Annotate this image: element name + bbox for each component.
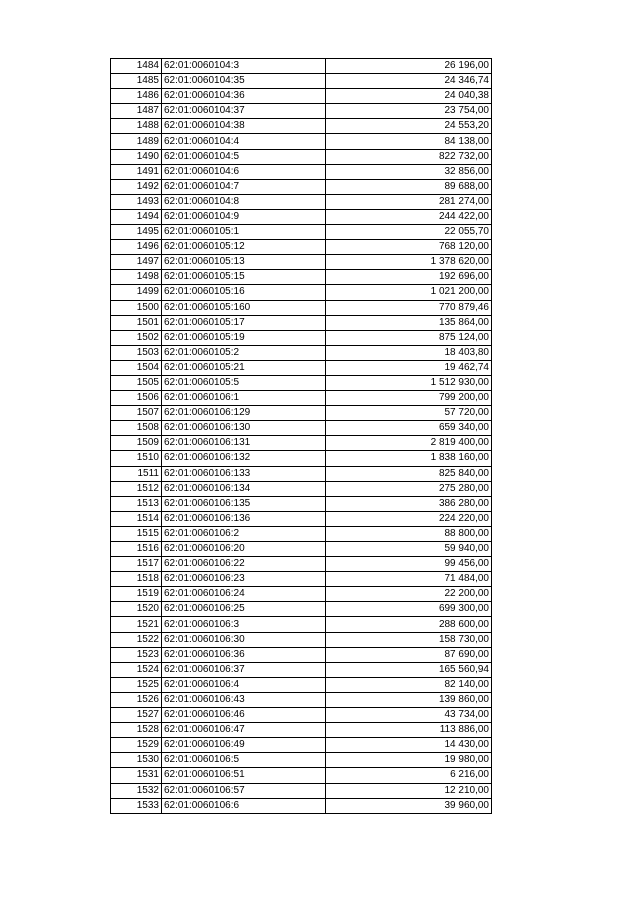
value-cell: 22 200,00 bbox=[326, 587, 492, 602]
row-number-cell: 1502 bbox=[111, 330, 162, 345]
row-number-cell: 1493 bbox=[111, 194, 162, 209]
value-cell: 1 021 200,00 bbox=[326, 285, 492, 300]
row-number-cell: 1522 bbox=[111, 632, 162, 647]
value-cell: 23 754,00 bbox=[326, 104, 492, 119]
value-cell: 875 124,00 bbox=[326, 330, 492, 345]
cadastral-number-cell: 62:01:0060106:47 bbox=[162, 723, 326, 738]
cadastral-number-cell: 62:01:0060106:131 bbox=[162, 436, 326, 451]
row-number-cell: 1530 bbox=[111, 753, 162, 768]
cadastral-number-cell: 62:01:0060105:15 bbox=[162, 270, 326, 285]
table-row bbox=[111, 677, 492, 692]
table-row bbox=[111, 285, 492, 300]
row-number-cell: 1499 bbox=[111, 285, 162, 300]
row-number-cell: 1521 bbox=[111, 617, 162, 632]
table-row bbox=[111, 345, 492, 360]
table-row bbox=[111, 375, 492, 390]
table-row bbox=[111, 225, 492, 240]
cadastral-number-cell: 62:01:0060106:30 bbox=[162, 632, 326, 647]
value-cell: 135 864,00 bbox=[326, 315, 492, 330]
value-cell: 192 696,00 bbox=[326, 270, 492, 285]
row-number-cell: 1501 bbox=[111, 315, 162, 330]
value-cell: 770 879,46 bbox=[326, 300, 492, 315]
cadastral-number-cell: 62:01:0060106:5 bbox=[162, 753, 326, 768]
row-number-cell: 1507 bbox=[111, 406, 162, 421]
row-number-cell: 1487 bbox=[111, 104, 162, 119]
cadastral-number-cell: 62:01:0060105:12 bbox=[162, 240, 326, 255]
cadastral-number-cell: 62:01:0060106:51 bbox=[162, 768, 326, 783]
row-number-cell: 1496 bbox=[111, 240, 162, 255]
cadastral-number-cell: 62:01:0060106:133 bbox=[162, 466, 326, 481]
value-cell: 288 600,00 bbox=[326, 617, 492, 632]
value-cell: 87 690,00 bbox=[326, 647, 492, 662]
table-row bbox=[111, 451, 492, 466]
cadastral-number-cell: 62:01:0060104:37 bbox=[162, 104, 326, 119]
value-cell: 14 430,00 bbox=[326, 738, 492, 753]
row-number-cell: 1484 bbox=[111, 59, 162, 74]
cadastral-number-cell: 62:01:0060105:5 bbox=[162, 375, 326, 390]
cadastral-number-cell: 62:01:0060106:49 bbox=[162, 738, 326, 753]
value-cell: 768 120,00 bbox=[326, 240, 492, 255]
value-cell: 89 688,00 bbox=[326, 179, 492, 194]
row-number-cell: 1504 bbox=[111, 360, 162, 375]
value-cell: 1 378 620,00 bbox=[326, 255, 492, 270]
value-cell: 275 280,00 bbox=[326, 481, 492, 496]
table-row bbox=[111, 315, 492, 330]
cadastral-value-table bbox=[110, 58, 492, 814]
table-row bbox=[111, 104, 492, 119]
row-number-cell: 1525 bbox=[111, 677, 162, 692]
row-number-cell: 1503 bbox=[111, 345, 162, 360]
cadastral-number-cell: 62:01:0060105:1 bbox=[162, 225, 326, 240]
cadastral-number-cell: 62:01:0060106:23 bbox=[162, 572, 326, 587]
table-row bbox=[111, 194, 492, 209]
value-cell: 2 819 400,00 bbox=[326, 436, 492, 451]
value-cell: 39 960,00 bbox=[326, 798, 492, 813]
value-cell: 24 553,20 bbox=[326, 119, 492, 134]
row-number-cell: 1506 bbox=[111, 391, 162, 406]
cadastral-number-cell: 62:01:0060106:57 bbox=[162, 783, 326, 798]
row-number-cell: 1529 bbox=[111, 738, 162, 753]
table-row bbox=[111, 89, 492, 104]
cadastral-number-cell: 62:01:0060104:8 bbox=[162, 194, 326, 209]
row-number-cell: 1500 bbox=[111, 300, 162, 315]
table-row bbox=[111, 738, 492, 753]
table-row bbox=[111, 164, 492, 179]
value-cell: 57 720,00 bbox=[326, 406, 492, 421]
cadastral-number-cell: 62:01:0060106:20 bbox=[162, 542, 326, 557]
value-cell: 82 140,00 bbox=[326, 677, 492, 692]
value-cell: 244 422,00 bbox=[326, 209, 492, 224]
value-cell: 84 138,00 bbox=[326, 134, 492, 149]
table-row bbox=[111, 300, 492, 315]
table-body bbox=[111, 59, 492, 814]
table-row bbox=[111, 511, 492, 526]
cadastral-number-cell: 62:01:0060104:38 bbox=[162, 119, 326, 134]
table-row bbox=[111, 692, 492, 707]
cadastral-number-cell: 62:01:0060104:6 bbox=[162, 164, 326, 179]
value-cell: 224 220,00 bbox=[326, 511, 492, 526]
value-cell: 113 886,00 bbox=[326, 723, 492, 738]
cadastral-number-cell: 62:01:0060106:134 bbox=[162, 481, 326, 496]
value-cell: 19 980,00 bbox=[326, 753, 492, 768]
row-number-cell: 1485 bbox=[111, 74, 162, 89]
table-row bbox=[111, 708, 492, 723]
cadastral-number-cell: 62:01:0060106:2 bbox=[162, 526, 326, 541]
table-row bbox=[111, 768, 492, 783]
row-number-cell: 1508 bbox=[111, 421, 162, 436]
row-number-cell: 1514 bbox=[111, 511, 162, 526]
row-number-cell: 1517 bbox=[111, 557, 162, 572]
row-number-cell: 1526 bbox=[111, 692, 162, 707]
table-row bbox=[111, 647, 492, 662]
cadastral-number-cell: 62:01:0060105:21 bbox=[162, 360, 326, 375]
value-cell: 825 840,00 bbox=[326, 466, 492, 481]
table-row bbox=[111, 119, 492, 134]
value-cell: 71 484,00 bbox=[326, 572, 492, 587]
table-row bbox=[111, 602, 492, 617]
cadastral-number-cell: 62:01:0060104:35 bbox=[162, 74, 326, 89]
row-number-cell: 1495 bbox=[111, 225, 162, 240]
row-number-cell: 1512 bbox=[111, 481, 162, 496]
row-number-cell: 1532 bbox=[111, 783, 162, 798]
row-number-cell: 1490 bbox=[111, 149, 162, 164]
row-number-cell: 1498 bbox=[111, 270, 162, 285]
table-row bbox=[111, 587, 492, 602]
cadastral-number-cell: 62:01:0060104:36 bbox=[162, 89, 326, 104]
value-cell: 139 860,00 bbox=[326, 692, 492, 707]
cadastral-number-cell: 62:01:0060106:46 bbox=[162, 708, 326, 723]
row-number-cell: 1531 bbox=[111, 768, 162, 783]
table-row bbox=[111, 74, 492, 89]
table-row bbox=[111, 330, 492, 345]
cadastral-number-cell: 62:01:0060105:160 bbox=[162, 300, 326, 315]
table-row bbox=[111, 149, 492, 164]
table-row bbox=[111, 59, 492, 74]
row-number-cell: 1523 bbox=[111, 647, 162, 662]
value-cell: 165 560,94 bbox=[326, 662, 492, 677]
table-row bbox=[111, 179, 492, 194]
cadastral-number-cell: 62:01:0060106:130 bbox=[162, 421, 326, 436]
row-number-cell: 1488 bbox=[111, 119, 162, 134]
table-row bbox=[111, 466, 492, 481]
cadastral-number-cell: 62:01:0060104:7 bbox=[162, 179, 326, 194]
cadastral-number-cell: 62:01:0060105:19 bbox=[162, 330, 326, 345]
cadastral-number-cell: 62:01:0060104:9 bbox=[162, 209, 326, 224]
value-cell: 6 216,00 bbox=[326, 768, 492, 783]
table-row bbox=[111, 134, 492, 149]
row-number-cell: 1516 bbox=[111, 542, 162, 557]
table-row bbox=[111, 255, 492, 270]
value-cell: 26 196,00 bbox=[326, 59, 492, 74]
value-cell: 43 734,00 bbox=[326, 708, 492, 723]
table-row bbox=[111, 572, 492, 587]
cadastral-number-cell: 62:01:0060106:1 bbox=[162, 391, 326, 406]
table-row bbox=[111, 209, 492, 224]
table-row bbox=[111, 542, 492, 557]
row-number-cell: 1489 bbox=[111, 134, 162, 149]
table-row bbox=[111, 526, 492, 541]
cadastral-number-cell: 62:01:0060106:36 bbox=[162, 647, 326, 662]
row-number-cell: 1524 bbox=[111, 662, 162, 677]
table-row bbox=[111, 406, 492, 421]
row-number-cell: 1533 bbox=[111, 798, 162, 813]
row-number-cell: 1505 bbox=[111, 375, 162, 390]
row-number-cell: 1509 bbox=[111, 436, 162, 451]
cadastral-number-cell: 62:01:0060105:13 bbox=[162, 255, 326, 270]
value-cell: 24 040,38 bbox=[326, 89, 492, 104]
value-cell: 386 280,00 bbox=[326, 496, 492, 511]
table-row bbox=[111, 481, 492, 496]
cadastral-number-cell: 62:01:0060106:3 bbox=[162, 617, 326, 632]
value-cell: 12 210,00 bbox=[326, 783, 492, 798]
value-cell: 22 055,70 bbox=[326, 225, 492, 240]
row-number-cell: 1486 bbox=[111, 89, 162, 104]
table-row bbox=[111, 360, 492, 375]
value-cell: 822 732,00 bbox=[326, 149, 492, 164]
table-row bbox=[111, 421, 492, 436]
value-cell: 32 856,00 bbox=[326, 164, 492, 179]
table-row bbox=[111, 496, 492, 511]
row-number-cell: 1528 bbox=[111, 723, 162, 738]
row-number-cell: 1492 bbox=[111, 179, 162, 194]
cadastral-number-cell: 62:01:0060104:5 bbox=[162, 149, 326, 164]
table-row bbox=[111, 753, 492, 768]
value-cell: 99 456,00 bbox=[326, 557, 492, 572]
table-row bbox=[111, 662, 492, 677]
table-row bbox=[111, 240, 492, 255]
cadastral-number-cell: 62:01:0060105:17 bbox=[162, 315, 326, 330]
cadastral-number-cell: 62:01:0060106:135 bbox=[162, 496, 326, 511]
cadastral-number-cell: 62:01:0060106:129 bbox=[162, 406, 326, 421]
cadastral-number-cell: 62:01:0060106:37 bbox=[162, 662, 326, 677]
cadastral-number-cell: 62:01:0060106:43 bbox=[162, 692, 326, 707]
table-row bbox=[111, 557, 492, 572]
row-number-cell: 1518 bbox=[111, 572, 162, 587]
value-cell: 19 462,74 bbox=[326, 360, 492, 375]
table-row bbox=[111, 632, 492, 647]
table-row bbox=[111, 723, 492, 738]
cadastral-number-cell: 62:01:0060104:3 bbox=[162, 59, 326, 74]
row-number-cell: 1519 bbox=[111, 587, 162, 602]
table-row bbox=[111, 783, 492, 798]
row-number-cell: 1515 bbox=[111, 526, 162, 541]
value-cell: 88 800,00 bbox=[326, 526, 492, 541]
row-number-cell: 1513 bbox=[111, 496, 162, 511]
row-number-cell: 1510 bbox=[111, 451, 162, 466]
row-number-cell: 1497 bbox=[111, 255, 162, 270]
value-cell: 1 512 930,00 bbox=[326, 375, 492, 390]
value-cell: 659 340,00 bbox=[326, 421, 492, 436]
cadastral-number-cell: 62:01:0060104:4 bbox=[162, 134, 326, 149]
row-number-cell: 1494 bbox=[111, 209, 162, 224]
value-cell: 18 403,80 bbox=[326, 345, 492, 360]
cadastral-number-cell: 62:01:0060105:2 bbox=[162, 345, 326, 360]
row-number-cell: 1491 bbox=[111, 164, 162, 179]
value-cell: 281 274,00 bbox=[326, 194, 492, 209]
table-row bbox=[111, 617, 492, 632]
value-cell: 799 200,00 bbox=[326, 391, 492, 406]
table-row bbox=[111, 270, 492, 285]
value-cell: 699 300,00 bbox=[326, 602, 492, 617]
cadastral-number-cell: 62:01:0060106:22 bbox=[162, 557, 326, 572]
row-number-cell: 1511 bbox=[111, 466, 162, 481]
cadastral-number-cell: 62:01:0060105:16 bbox=[162, 285, 326, 300]
value-cell: 1 838 160,00 bbox=[326, 451, 492, 466]
table-row bbox=[111, 436, 492, 451]
row-number-cell: 1520 bbox=[111, 602, 162, 617]
table-row bbox=[111, 391, 492, 406]
cadastral-number-cell: 62:01:0060106:4 bbox=[162, 677, 326, 692]
value-cell: 158 730,00 bbox=[326, 632, 492, 647]
value-cell: 59 940,00 bbox=[326, 542, 492, 557]
value-cell: 24 346,74 bbox=[326, 74, 492, 89]
cadastral-number-cell: 62:01:0060106:136 bbox=[162, 511, 326, 526]
cadastral-number-cell: 62:01:0060106:132 bbox=[162, 451, 326, 466]
cadastral-number-cell: 62:01:0060106:24 bbox=[162, 587, 326, 602]
row-number-cell: 1527 bbox=[111, 708, 162, 723]
cadastral-number-cell: 62:01:0060106:6 bbox=[162, 798, 326, 813]
cadastral-number-cell: 62:01:0060106:25 bbox=[162, 602, 326, 617]
table-row bbox=[111, 798, 492, 813]
